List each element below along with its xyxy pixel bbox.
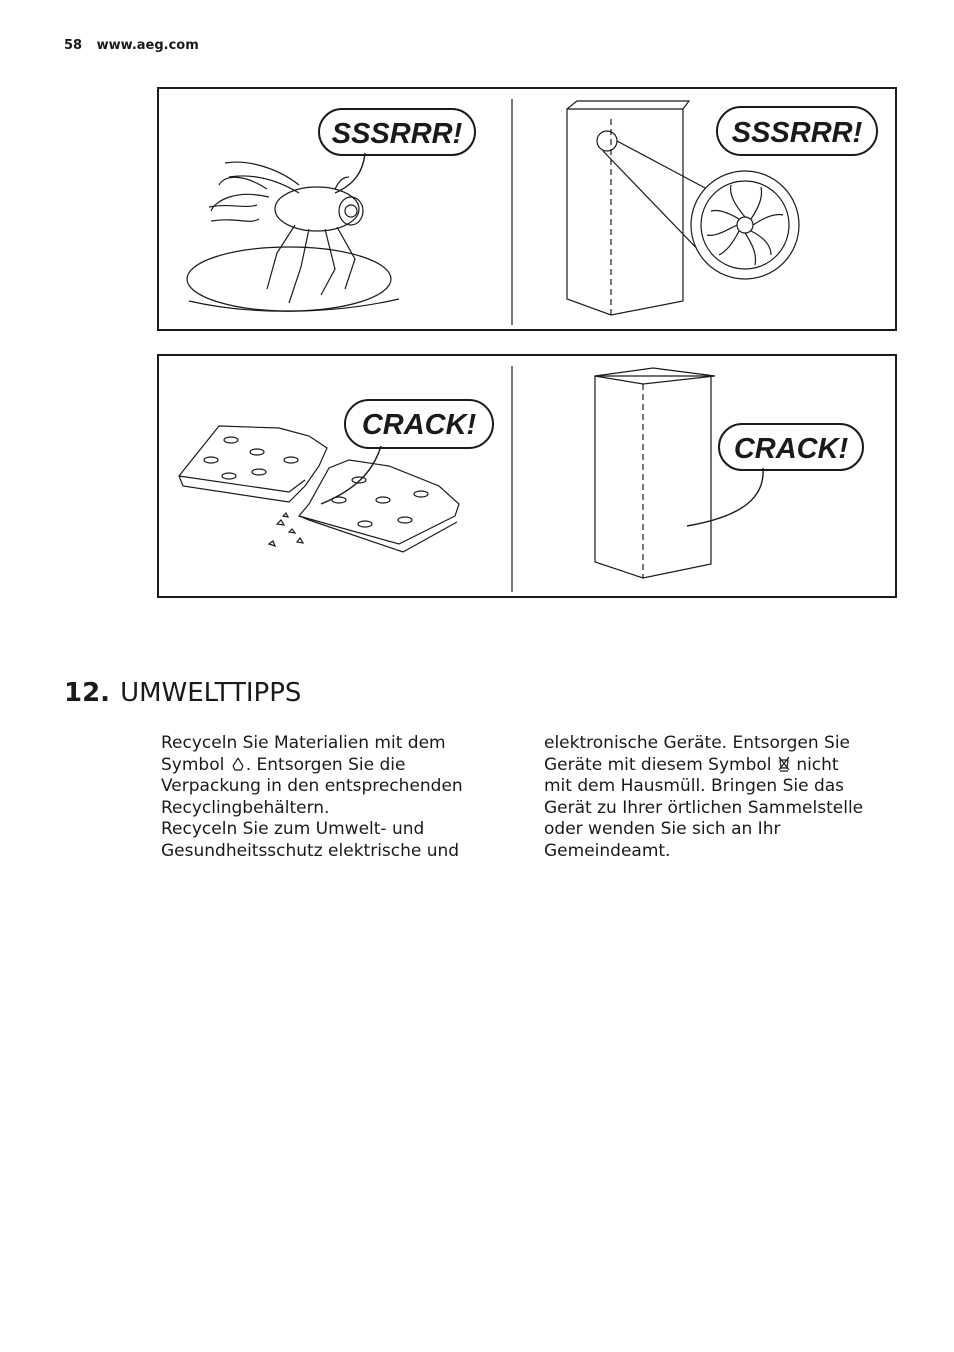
illustration-panel-ice-crack bbox=[157, 354, 897, 598]
fly-fan-illustration bbox=[159, 89, 895, 329]
right-text-column bbox=[544, 733, 874, 862]
text-line: Gemeindeamt. bbox=[544, 840, 671, 861]
site-url: www.aeg.com bbox=[96, 38, 199, 53]
crossed-bin-icon bbox=[777, 756, 791, 772]
fly-drawing bbox=[187, 162, 399, 311]
section-title: UMWELTTIPPS bbox=[120, 678, 302, 708]
page-number: 58 bbox=[64, 38, 83, 53]
text-line: Recyceln Sie zum Umwelt- und bbox=[161, 819, 425, 839]
sound-label: SSSRRR! bbox=[331, 118, 463, 150]
text-line: Recyclingbehältern. bbox=[161, 797, 330, 818]
sound-label: CRACK! bbox=[733, 433, 849, 465]
speech-bubble-crack-right bbox=[687, 424, 863, 526]
recycling-icon bbox=[230, 756, 246, 772]
text-line: Gerät zu Ihrer örtlichen Sammelstelle bbox=[544, 797, 864, 818]
text-line: mit dem Hausmüll. Bringen Sie das bbox=[544, 776, 845, 796]
text-line: oder wenden Sie sich an Ihr bbox=[544, 819, 781, 839]
sound-label: SSSRRR! bbox=[731, 117, 863, 149]
appliance-drawing bbox=[595, 368, 715, 578]
text-line: Verpackung in den entsprechenden bbox=[161, 776, 463, 796]
page-header bbox=[64, 38, 199, 53]
illustration-panel-fly-fan bbox=[157, 87, 897, 331]
text-line: Gesundheitsschutz elektrische und bbox=[161, 840, 460, 861]
section-heading bbox=[64, 678, 301, 708]
speech-bubble-sssrrr-right bbox=[717, 107, 877, 155]
text-line: elektronische Geräte. Entsorgen Sie bbox=[544, 733, 851, 753]
sound-label: CRACK! bbox=[361, 409, 477, 441]
section-number: 12. bbox=[64, 678, 111, 708]
speech-bubble-crack-left bbox=[321, 400, 493, 504]
speech-bubble-sssrrr-left bbox=[319, 109, 475, 193]
ice-crack-illustration bbox=[159, 356, 895, 596]
text-line: Recyceln Sie Materialien mit dem bbox=[161, 733, 446, 753]
left-text-column bbox=[161, 733, 491, 862]
text-line: Symbol . Entsorgen Sie die bbox=[161, 754, 406, 775]
text-line: Geräte mit diesem Symbol nicht bbox=[544, 754, 839, 775]
